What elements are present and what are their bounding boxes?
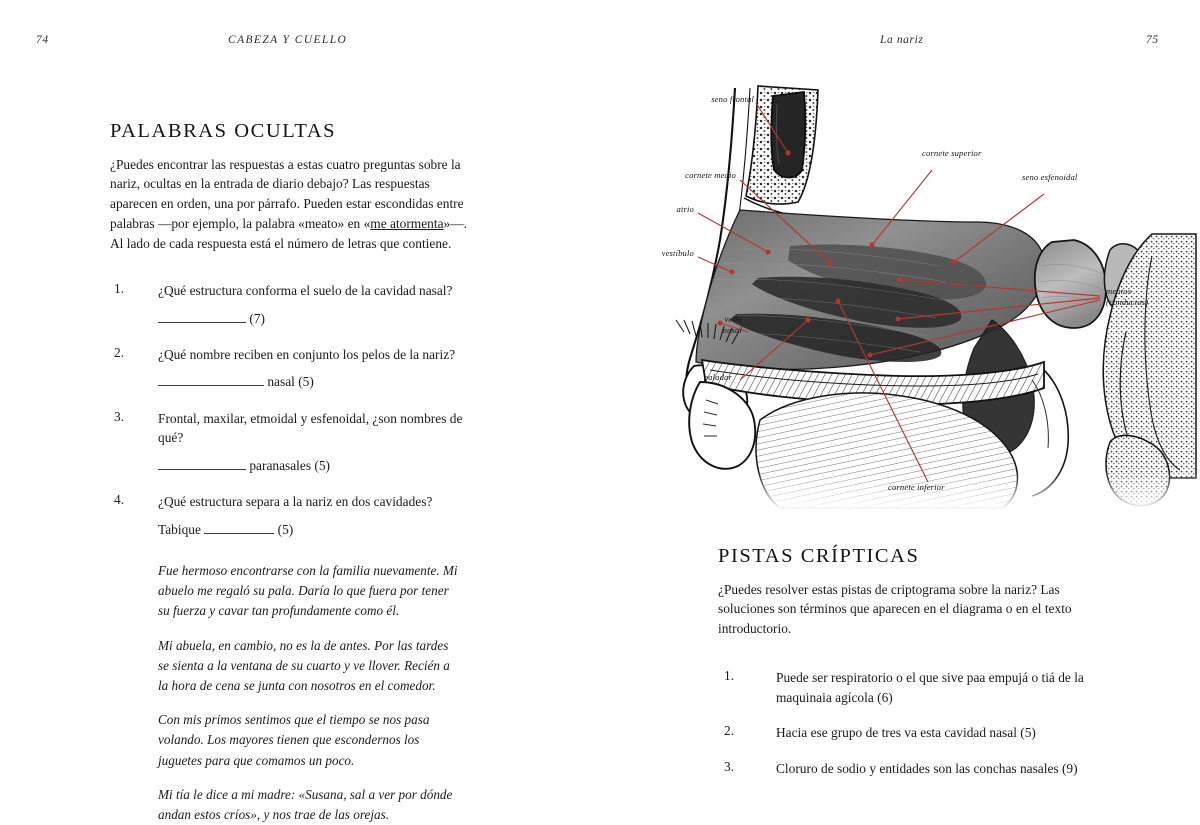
question-number: 3.: [114, 408, 125, 424]
hidden-words-heading: PALABRAS OCULTAS: [110, 120, 337, 142]
clue-number: 1.: [724, 668, 735, 684]
hidden-words-section: [110, 120, 480, 825]
question-item: [110, 281, 480, 328]
nasal-cavity-figure: [640, 70, 1200, 510]
clue-text: Puede ser respiratorio o el que sive paa empujá o tiá de la maquinaia agícola (6): [776, 670, 1084, 705]
question-item: [110, 492, 480, 539]
intro-underlined-phrase: me atormenta: [370, 216, 444, 232]
cryptic-clues-section: [718, 545, 1118, 794]
figure-label-vello-nasal: vello nasal: [722, 314, 742, 335]
answer-line[interactable]: [158, 456, 480, 475]
figure-label-cornete-inferior: cornete inferior: [888, 482, 945, 492]
answer-line[interactable]: [158, 309, 480, 328]
figure-label-cornete-medio: cornete medio: [685, 170, 736, 180]
question-item: [110, 409, 480, 475]
question-number: 2.: [114, 344, 125, 360]
intro-text-part2: »—. Al lado de cada respuesta está el número de letras que contiene.: [110, 216, 467, 252]
figure-label-vestibulo: vestíbulo: [661, 248, 694, 258]
answer-blank[interactable]: [158, 458, 246, 470]
question-list: [110, 281, 480, 539]
question-text: ¿Qué nombre reciben en conjunto los pelos de la nariz?: [158, 346, 456, 362]
answer-prefix: Tabique: [158, 521, 205, 537]
cryptic-heading: PISTAS CRÍPTICAS: [718, 545, 920, 567]
diary-paragraph: Mi tía le dice a mi madre: «Susana, sal a ver por dónde andan estos críos», y nos trae de las orejas.: [158, 786, 453, 822]
clue-list: [718, 668, 1118, 778]
diary-paragraph: Fue hermoso encontrarse con la familia nuevamente. Mi abuelo me regaló su pala. Daría lo que fuera por tener su fuerza y cavar tan profundamente como él.: [158, 563, 458, 619]
hidden-words-intro: [110, 155, 480, 255]
clue-text: Hacia ese grupo de tres va esta cavidad nasal (5): [776, 725, 1036, 741]
answer-suffix: paranasales (5): [246, 457, 331, 473]
clue-item: [718, 759, 1118, 778]
figure-label-meatos: meatos (conductos): [1106, 286, 1149, 307]
figure-label-paladar: paladar: [703, 372, 732, 382]
clue-text: Cloruro de sodio y entidades son las conchas nasales (9): [776, 760, 1078, 776]
clue-number: 3.: [724, 758, 735, 774]
figure-label-seno-frontal: seno frontal: [711, 94, 754, 104]
figure-label-cornete-superior: cornete superior: [922, 148, 982, 158]
figure-label-seno-esfenoidal: seno esfenoidal: [1022, 172, 1078, 182]
question-text: ¿Qué estructura separa a la nariz en dos cavidades?: [158, 494, 433, 510]
question-number: 1.: [114, 281, 125, 297]
clue-item: [718, 668, 1118, 707]
folio-right: 75: [1146, 34, 1159, 46]
answer-line[interactable]: [158, 520, 480, 539]
answer-blank[interactable]: [204, 522, 274, 534]
question-item: [110, 345, 480, 392]
diary-entry: [158, 561, 458, 825]
answer-suffix: nasal (5): [264, 374, 314, 390]
question-text: ¿Qué estructura conforma el suelo de la cavidad nasal?: [158, 283, 453, 299]
cryptic-intro: ¿Puedes resolver estas pistas de criptograma sobre la nariz? Las soluciones son términos que aparecen en el diagrama o en el texto introductorio.: [718, 581, 1072, 637]
answer-suffix: (7): [246, 310, 265, 326]
answer-suffix: (5): [274, 521, 294, 537]
answer-line[interactable]: [158, 372, 480, 391]
answer-blank[interactable]: [158, 311, 246, 323]
clue-item: [718, 723, 1118, 742]
folio-left: 74: [36, 34, 49, 46]
running-head-left-title: CABEZA Y CUELLO: [228, 34, 348, 46]
question-text: Frontal, maxilar, etmoidal y esfenoidal, ¿son nombres de qué?: [158, 410, 463, 446]
running-head-right-title: La nariz: [880, 34, 924, 46]
figure-label-atrio: atrio: [676, 204, 694, 214]
question-number: 4.: [114, 492, 125, 508]
intro-text-part1: ¿Puedes encontrar las respuestas a estas cuatro preguntas sobre la nariz, ocultas en la entrada de diario debajo? Las respuestas aparecen en orden, una por párrafo. Pueden estar escondidas entre palabras —por ejemplo, la palabra «meato» en «: [110, 156, 464, 232]
diary-paragraph: Con mis primos sentimos que el tiempo se nos pasa volando. Los mayores tienen que escondernos los juguetes para que comamos un poco.: [158, 712, 430, 768]
diary-paragraph: Mi abuela, en cambio, no es la de antes. Por las tardes se sienta a la ventana de su cuarto y ve llover. Recién a la hora de cena se junta con nosotros en el comedor.: [158, 637, 450, 693]
clue-number: 2.: [724, 723, 735, 739]
answer-blank[interactable]: [158, 374, 264, 386]
